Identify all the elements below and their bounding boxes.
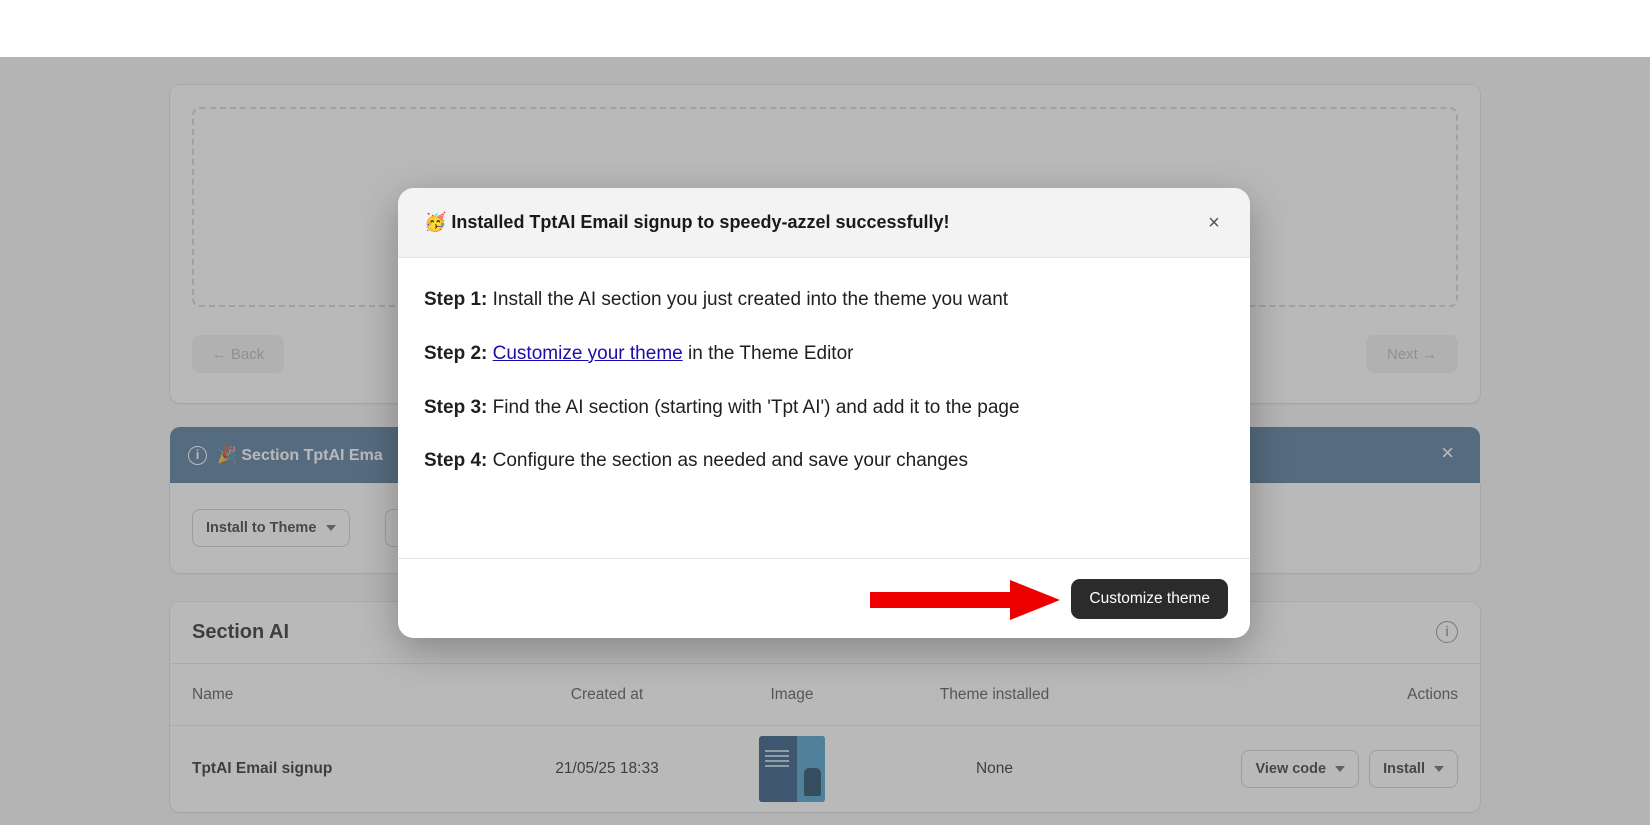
cell-theme-installed: None <box>975 760 1014 777</box>
page-title: Section AI <box>192 621 290 643</box>
step-1-text: Install the AI section you just created into the theme you want <box>492 289 1009 310</box>
step-3-text: Find the AI section (starting with 'Tpt AI') and add it to the page <box>492 396 1020 418</box>
step-1-label: Step 1: <box>424 289 488 310</box>
info-icon: i <box>188 446 207 465</box>
step-1 <box>424 288 1224 312</box>
back-button[interactable]: ← Back <box>192 335 284 373</box>
modal-header <box>398 188 1250 258</box>
info-icon[interactable]: i <box>1436 621 1458 643</box>
customize-theme-button[interactable]: Customize theme <box>1071 579 1228 619</box>
step-2-label: Step 2: <box>424 342 488 364</box>
column-header-theme: Theme installed <box>939 685 1050 703</box>
step-4 <box>424 449 1224 473</box>
cell-name: TptAI Email signup <box>192 760 333 777</box>
step-4-label: Step 4: <box>424 450 488 472</box>
modal-title: 🥳 Installed TptAI Email signup to speedy-azzel successfully! <box>424 212 950 232</box>
modal-footer <box>398 558 1250 638</box>
column-header-created: Created at <box>570 685 644 703</box>
install-to-theme-label: Install to Theme <box>206 520 317 536</box>
step-2 <box>424 342 1224 366</box>
install-success-modal <box>398 188 1250 638</box>
install-label: Install <box>1383 761 1425 777</box>
view-code-label: View code <box>1255 761 1327 777</box>
step-2-text-after: in the Theme Editor <box>688 342 854 364</box>
next-button[interactable]: Next → <box>1366 335 1458 373</box>
close-icon[interactable]: × <box>1200 208 1228 236</box>
column-header-actions: Actions <box>1407 685 1458 703</box>
banner-close-icon[interactable]: × <box>1435 441 1460 465</box>
step-3 <box>424 396 1224 420</box>
step-4-text: Configure the section as needed and save your changes <box>492 450 968 472</box>
step-3-label: Step 3: <box>424 396 488 418</box>
modal-body <box>398 258 1250 558</box>
column-header-image: Image <box>770 685 814 703</box>
customize-theme-link[interactable]: Customize your theme <box>492 342 683 364</box>
column-header-name: Name <box>192 685 234 703</box>
banner-text: 🎉 Section TptAI Ema <box>217 447 383 464</box>
cell-created-at: 21/05/25 18:33 <box>555 760 659 777</box>
